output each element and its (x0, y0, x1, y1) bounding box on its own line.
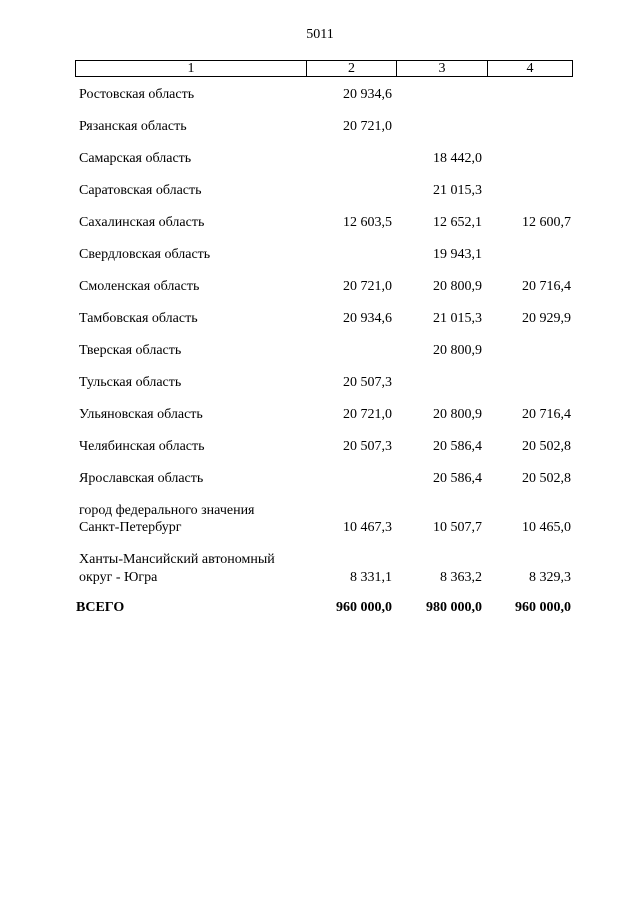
value-col-3: 20 800,9 (433, 343, 482, 358)
region-name: Рязанская область (79, 119, 187, 134)
value-col-3: 8 363,2 (440, 570, 482, 585)
table-header (75, 60, 573, 77)
region-name: Тульская область (79, 375, 182, 390)
value-col-4: 20 716,4 (522, 279, 571, 294)
value-col-2: 8 331,1 (350, 570, 392, 585)
region-name: Сахалинская область (79, 215, 205, 230)
value-col-4: 20 716,4 (522, 407, 571, 422)
header-col-1: 1 (187, 61, 195, 76)
value-col-4: 10 465,0 (522, 520, 571, 535)
value-col-4: 20 502,8 (522, 439, 571, 454)
value-col-2: 20 934,6 (343, 311, 392, 326)
value-col-3: 19 943,1 (433, 247, 482, 262)
value-col-4: 20 502,8 (522, 471, 571, 486)
total-label: ВСЕГО (76, 600, 125, 615)
page-number: 5011 (306, 27, 334, 42)
value-col-4: 12 600,7 (522, 215, 571, 230)
total-col-3: 980 000,0 (426, 600, 482, 615)
value-col-3: 10 507,7 (433, 520, 482, 535)
value-col-2: 20 507,3 (343, 375, 392, 390)
value-col-3: 21 015,3 (433, 311, 482, 326)
region-name: Тверская область (79, 343, 182, 358)
region-name: Саратовская область (79, 183, 202, 198)
header-col-4: 4 (487, 61, 572, 76)
value-col-2: 20 934,6 (343, 87, 392, 102)
value-col-3: 20 586,4 (433, 471, 482, 486)
value-col-3: 21 015,3 (433, 183, 482, 198)
region-name-line-1: город федерального значения (79, 503, 255, 518)
region-name-line-1: Ханты-Мансийский автономный (79, 552, 275, 567)
value-col-2: 12 603,5 (343, 215, 392, 230)
header-col-3: 3 (396, 61, 487, 76)
value-col-4: 20 929,9 (522, 311, 571, 326)
value-col-4: 8 329,3 (529, 570, 571, 585)
value-col-3: 12 652,1 (433, 215, 482, 230)
total-col-4: 960 000,0 (515, 600, 571, 615)
value-col-3: 18 442,0 (433, 151, 482, 166)
value-col-3: 20 800,9 (433, 279, 482, 294)
total-col-2: 960 000,0 (336, 600, 392, 615)
region-name: Самарская область (79, 151, 192, 166)
region-name: Смоленская область (79, 279, 200, 294)
value-col-3: 20 800,9 (433, 407, 482, 422)
value-col-2: 20 721,0 (343, 279, 392, 294)
region-name: Ярославская область (79, 471, 204, 486)
region-name: Челябинская область (79, 439, 205, 454)
region-name: Ростовская область (79, 87, 195, 102)
value-col-2: 20 721,0 (343, 407, 392, 422)
region-name-line-2: округ - Югра (79, 570, 158, 585)
region-name: Свердловская область (79, 247, 211, 262)
value-col-2: 20 507,3 (343, 439, 392, 454)
value-col-2: 20 721,0 (343, 119, 392, 134)
value-col-3: 20 586,4 (433, 439, 482, 454)
region-name: Ульяновская область (79, 407, 203, 422)
header-col-2: 2 (306, 61, 396, 76)
region-name-line-2: Санкт-Петербург (79, 520, 182, 535)
value-col-2: 10 467,3 (343, 520, 392, 535)
region-name: Тамбовская область (79, 311, 198, 326)
